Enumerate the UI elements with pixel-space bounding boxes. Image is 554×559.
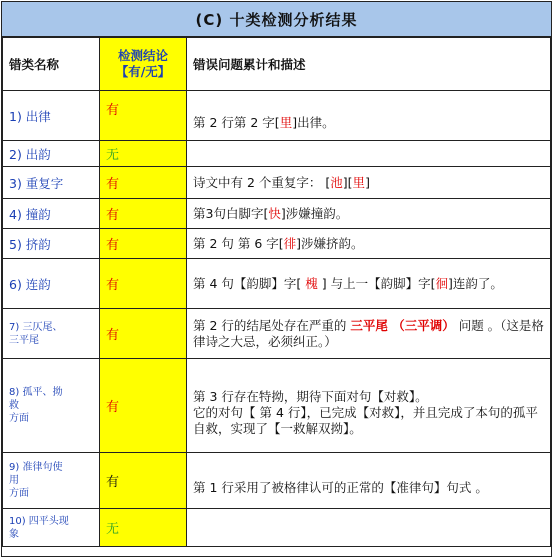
table-row [3,229,551,259]
row-result: 有 [100,453,187,509]
row-desc: 第 3 行存在特拗，期待下面对句【对救】。 它的对句【 第 4 行】，已完成【对救】，并且完成了本句的孤平自救，实现了【一救解双拗】。 [187,359,551,453]
table-row [3,259,551,309]
header-desc: 错误问题累计和描述 [187,38,551,91]
row-desc [187,509,551,547]
table-row [3,359,551,453]
panel-title: (C) 十类检测分析结果 [2,2,551,37]
row-result: 有 [100,91,187,141]
table-header-row [3,38,551,91]
row-result: 有 [100,259,187,309]
row-desc: 第 2 句 第 6 字[徘]涉嫌挤韵。 [187,229,551,259]
row-desc: 第3句白脚字[快]涉嫌撞韵。 [187,199,551,229]
row-result: 有 [100,309,187,359]
row-desc: 第 2 行的结尾处存在严重的 三平尾 （三平调） 问题 。（这是格律诗之大忌，必须纠正。） [187,309,551,359]
row-name: 7) 三仄尾、 三平尾 [3,309,100,359]
row-name: 4) 撞韵 [3,199,100,229]
table-row [3,309,551,359]
row-name: 2) 出韵 [3,141,100,167]
row-result: 有 [100,167,187,199]
row-result: 有 [100,359,187,453]
row-name: 6) 连韵 [3,259,100,309]
row-desc: 诗文中有 2 个重复字： [池][里] [187,167,551,199]
row-name: 10) 四平头现 象 [3,509,100,547]
row-result: 有 [100,199,187,229]
row-name: 1) 出律 [3,91,100,141]
table-row [3,167,551,199]
results-table [2,37,551,547]
row-desc [187,141,551,167]
header-result [100,38,187,91]
row-desc: 第 2 行第 2 字[里]出律。 [187,91,551,141]
table-row [3,141,551,167]
header-result-line1: 检测结论 [117,48,168,63]
row-desc: 第 1 行采用了被格律认可的正常的【准律句】句式 。 [187,453,551,509]
results-panel [1,1,552,557]
table-row [3,509,551,547]
row-name: 9) 准律句使 用 方面 [3,453,100,509]
row-result: 无 [100,509,187,547]
row-name: 3) 重复字 [3,167,100,199]
header-result-line2: 【有/无】 [115,64,171,79]
table-row [3,199,551,229]
header-name: 错类名称 [3,38,100,91]
row-name: 5) 挤韵 [3,229,100,259]
row-result: 无 [100,141,187,167]
table-row [3,91,551,141]
row-result: 有 [100,229,187,259]
row-desc: 第 4 句【韵脚】字[ 槐 ] 与上一【韵脚】字[徊]连韵了。 [187,259,551,309]
row-name: 8) 孤平、拗 救 方面 [3,359,100,453]
table-row [3,453,551,509]
